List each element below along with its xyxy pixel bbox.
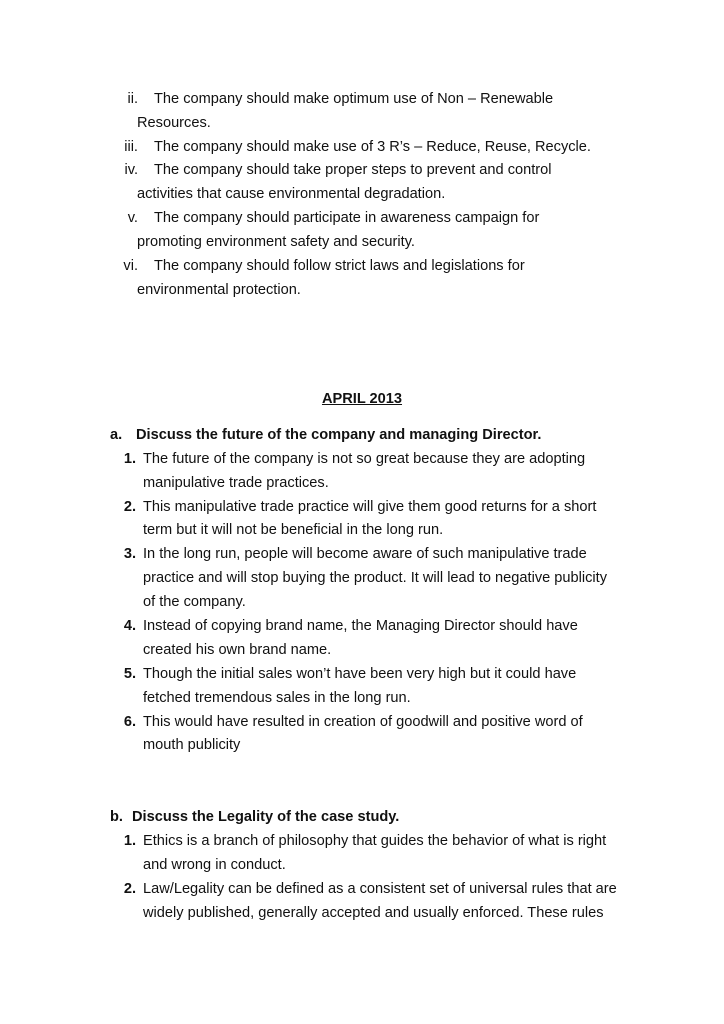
item-number: 3. [123,546,136,562]
question-heading: Discuss the Legality of the case study. [132,809,400,825]
item-text: Ethics is a branch of philosophy that guides the behavior of what is right [143,833,607,849]
item-text: term but it will not be beneficial in the long run. [143,522,444,538]
list-marker: ii. [127,91,138,107]
item-number: 2. [123,881,136,897]
item-text: Instead of copying brand name, the Managing Director should have [143,618,578,634]
item-number: 5. [123,666,136,682]
list-item-text: promoting environment safety and security. [137,234,415,250]
item-number: 6. [123,714,136,730]
item-text: This manipulative trade practice will give them good returns for a short [143,499,597,515]
list-item-text: activities that cause environmental degradation. [137,186,446,202]
list-item-text: The company should participate in awareness campaign for [154,210,540,226]
item-number: 1. [123,451,136,467]
question-marker: b. [110,809,123,825]
item-number: 1. [123,833,136,849]
section-title: APRIL 2013 [321,391,403,407]
item-text: practice and will stop buying the product. It will lead to negative publicity [143,570,608,586]
item-text: Though the initial sales won’t have been very high but it could have [143,666,577,682]
item-text: created his own brand name. [143,642,332,658]
item-text: and wrong in conduct. [143,857,286,873]
list-marker: iii. [124,139,138,155]
item-number: 2. [123,499,136,515]
item-text: fetched tremendous sales in the long run. [143,690,411,706]
list-item-text: The company should make optimum use of Non – Renewable [154,91,554,107]
list-item-text: The company should follow strict laws and legislations for [154,258,525,274]
item-text: This would have resulted in creation of goodwill and positive word of [143,714,583,730]
item-text: mouth publicity [143,737,241,753]
item-text: In the long run, people will become aware of such manipulative trade [143,546,587,562]
question-marker: a. [110,427,123,443]
list-item-text: environmental protection. [137,282,301,298]
list-marker: v. [127,210,138,226]
list-item-text: Resources. [137,115,211,131]
item-text: manipulative trade practices. [143,475,329,491]
item-text: Law/Legality can be defined as a consistent set of universal rules that are [143,881,617,897]
item-text: The future of the company is not so great because they are adopting [143,451,586,467]
list-item-text: The company should take proper steps to prevent and control [154,162,552,178]
question-heading: Discuss the future of the company and managing Director. [136,427,542,443]
list-item-text: The company should make use of 3 R’s – Reduce, Reuse, Recycle. [154,139,591,155]
list-marker: vi. [123,258,138,274]
item-number: 4. [123,618,136,634]
item-text: of the company. [143,594,246,610]
list-marker: iv. [124,162,138,178]
item-text: widely published, generally accepted and usually enforced. These rules [143,905,604,921]
